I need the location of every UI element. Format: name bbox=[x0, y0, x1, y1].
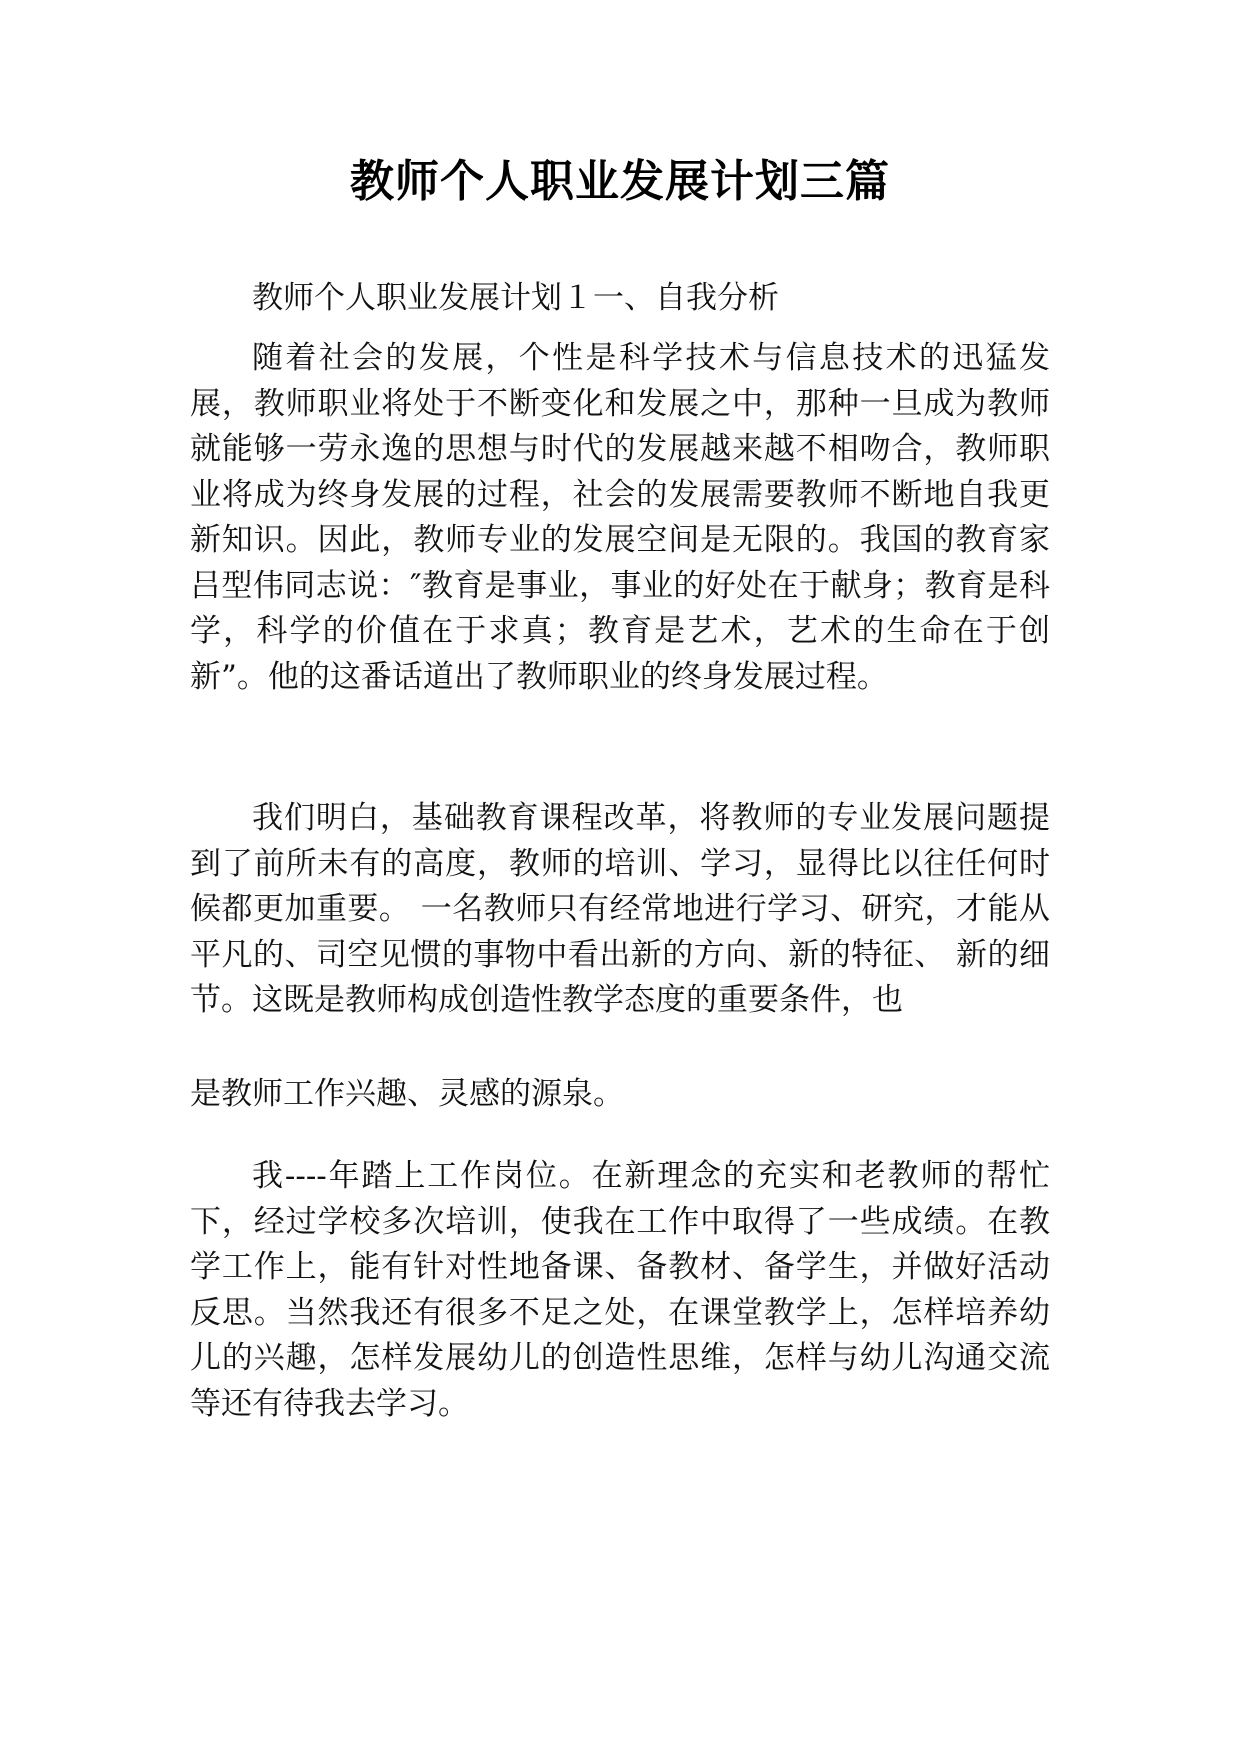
paragraph-continuation: 是教师工作兴趣、灵感的源泉。 bbox=[190, 1076, 624, 1112]
paragraph-work-experience: 我----年踏上工作岗位。在新理念的充实和老教师的帮忙下，经过学校多次培训，使我在工作中取得了一些成绩。在教学工作上，能有针对性地备课、备教材、备学生，并做好活动反思。当然我还有很多不足之处，在课堂教学上，怎样培养幼儿的兴趣，怎样发展幼儿的创造性思维，怎样与幼儿沟通交流等还有待我去学习。 bbox=[190, 1158, 1050, 1422]
paragraph-curriculum-reform: 我们明白，基础教育课程改革，将教师的专业发展问题提到了前所未有的高度，教师的培训、学习，显得比以往任何时候都更加重要。 一名教师只有经常地进行学习、研究，才能从平凡的、司空见惯的事物中看出新的方向、新的特征、 新的细节。这既是教师构成创造性教学态度的重要条件，也 bbox=[190, 800, 1050, 1018]
document-title: 教师个人职业发展计划三篇 bbox=[350, 156, 890, 207]
section-heading: 教师个人职业发展计划１一、自我分析 bbox=[252, 280, 779, 316]
paragraph-self-analysis: 随着社会的发展，个性是科学技术与信息技术的迅猛发展，教师职业将处于不断变化和发展之中，那种一旦成为教师就能够一劳永逸的思想与时代的发展越来越不相吻合，教师职业将成为终身发展的过程，社会的发展需要教师不断地自我更新知识。因此，教师专业的发展空间是无限的。我国的教育家吕型伟同志说：″教育是事业，事业的好处在于献身；教育是科学，科学的价值在于求真；教育是艺术，艺术的生命在于创新”。他的这番话道出了教师职业的终身发展过程。 bbox=[190, 340, 1050, 695]
